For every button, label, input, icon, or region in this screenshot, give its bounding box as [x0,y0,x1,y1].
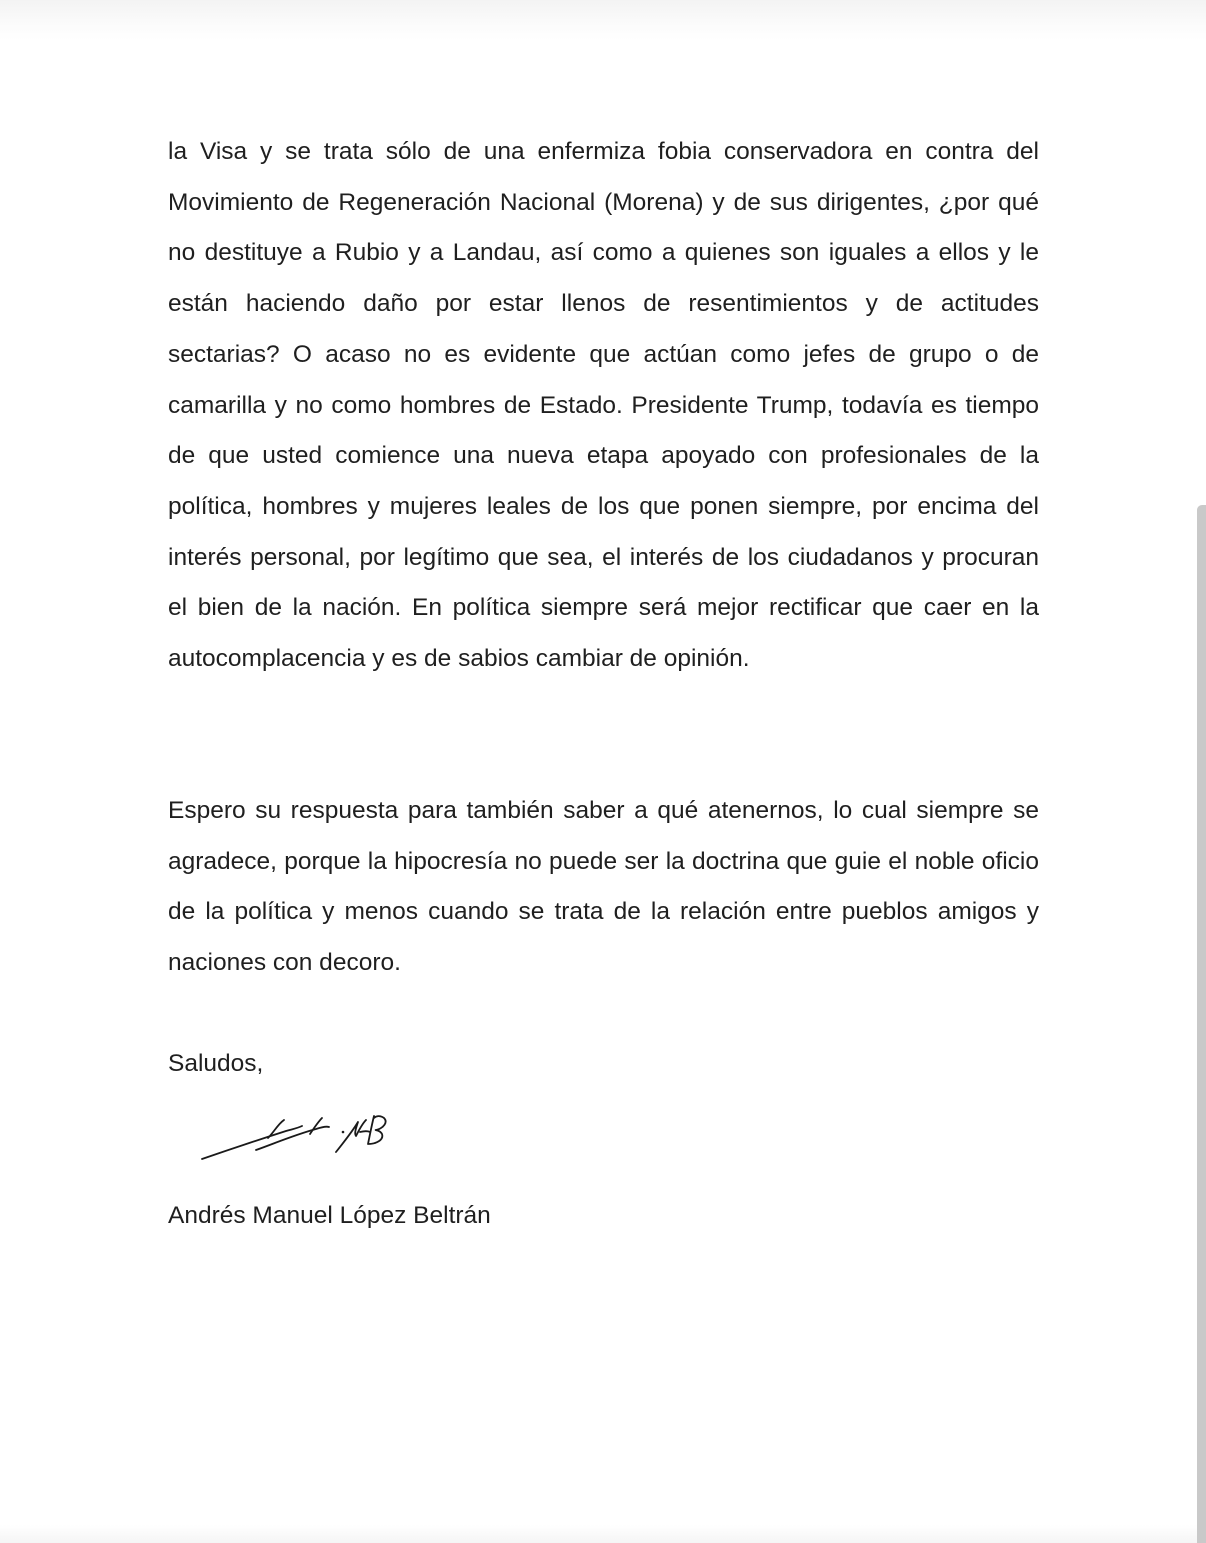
top-edge-shadow [0,0,1206,40]
bottom-edge-shadow [0,1525,1206,1543]
signer-name: Andrés Manuel López Beltrán [168,1202,491,1229]
signature-icon [198,1110,413,1165]
letter-paragraph-2: Espero su respuesta para también saber a qué atenernos, lo cual siempre se agradece, porque la hipocresía no puede ser la doctrina que guie el noble oficio de la política y menos cuando se trata de la relación entre pueblos amigos y naciones con decoro. [168,797,1039,977]
letter-paragraph-1: la Visa y se trata sólo de una enfermiza fobia conservadora en contra del Movimiento de Regeneración Nacional (Morena) y de sus dirigentes, ¿por qué no destituye a Rubio y a Landau, así como a quienes son iguales a ellos y le están haciendo daño por estar llenos de resentimientos y de actitudes sectarias? O acaso no es evidente que actúan como jefes de grupo o de camarilla y no como hombres de Estado. Presidente Trump, todavía es tiempo de que usted comience una nueva etapa apoyado con profesionales de la política, hombres y mujeres leales de los que ponen siempre, por encima del interés personal, por legítimo que sea, el interés de los ciudadanos y procuran el bien de la nación. En política siempre será mejor rectificar que caer en la autocomplacencia y es de sabios cambiar de opinión. [168,138,1039,673]
closing-salutation: Saludos, [168,1050,264,1077]
vertical-scrollbar-thumb[interactable] [1197,505,1206,1543]
